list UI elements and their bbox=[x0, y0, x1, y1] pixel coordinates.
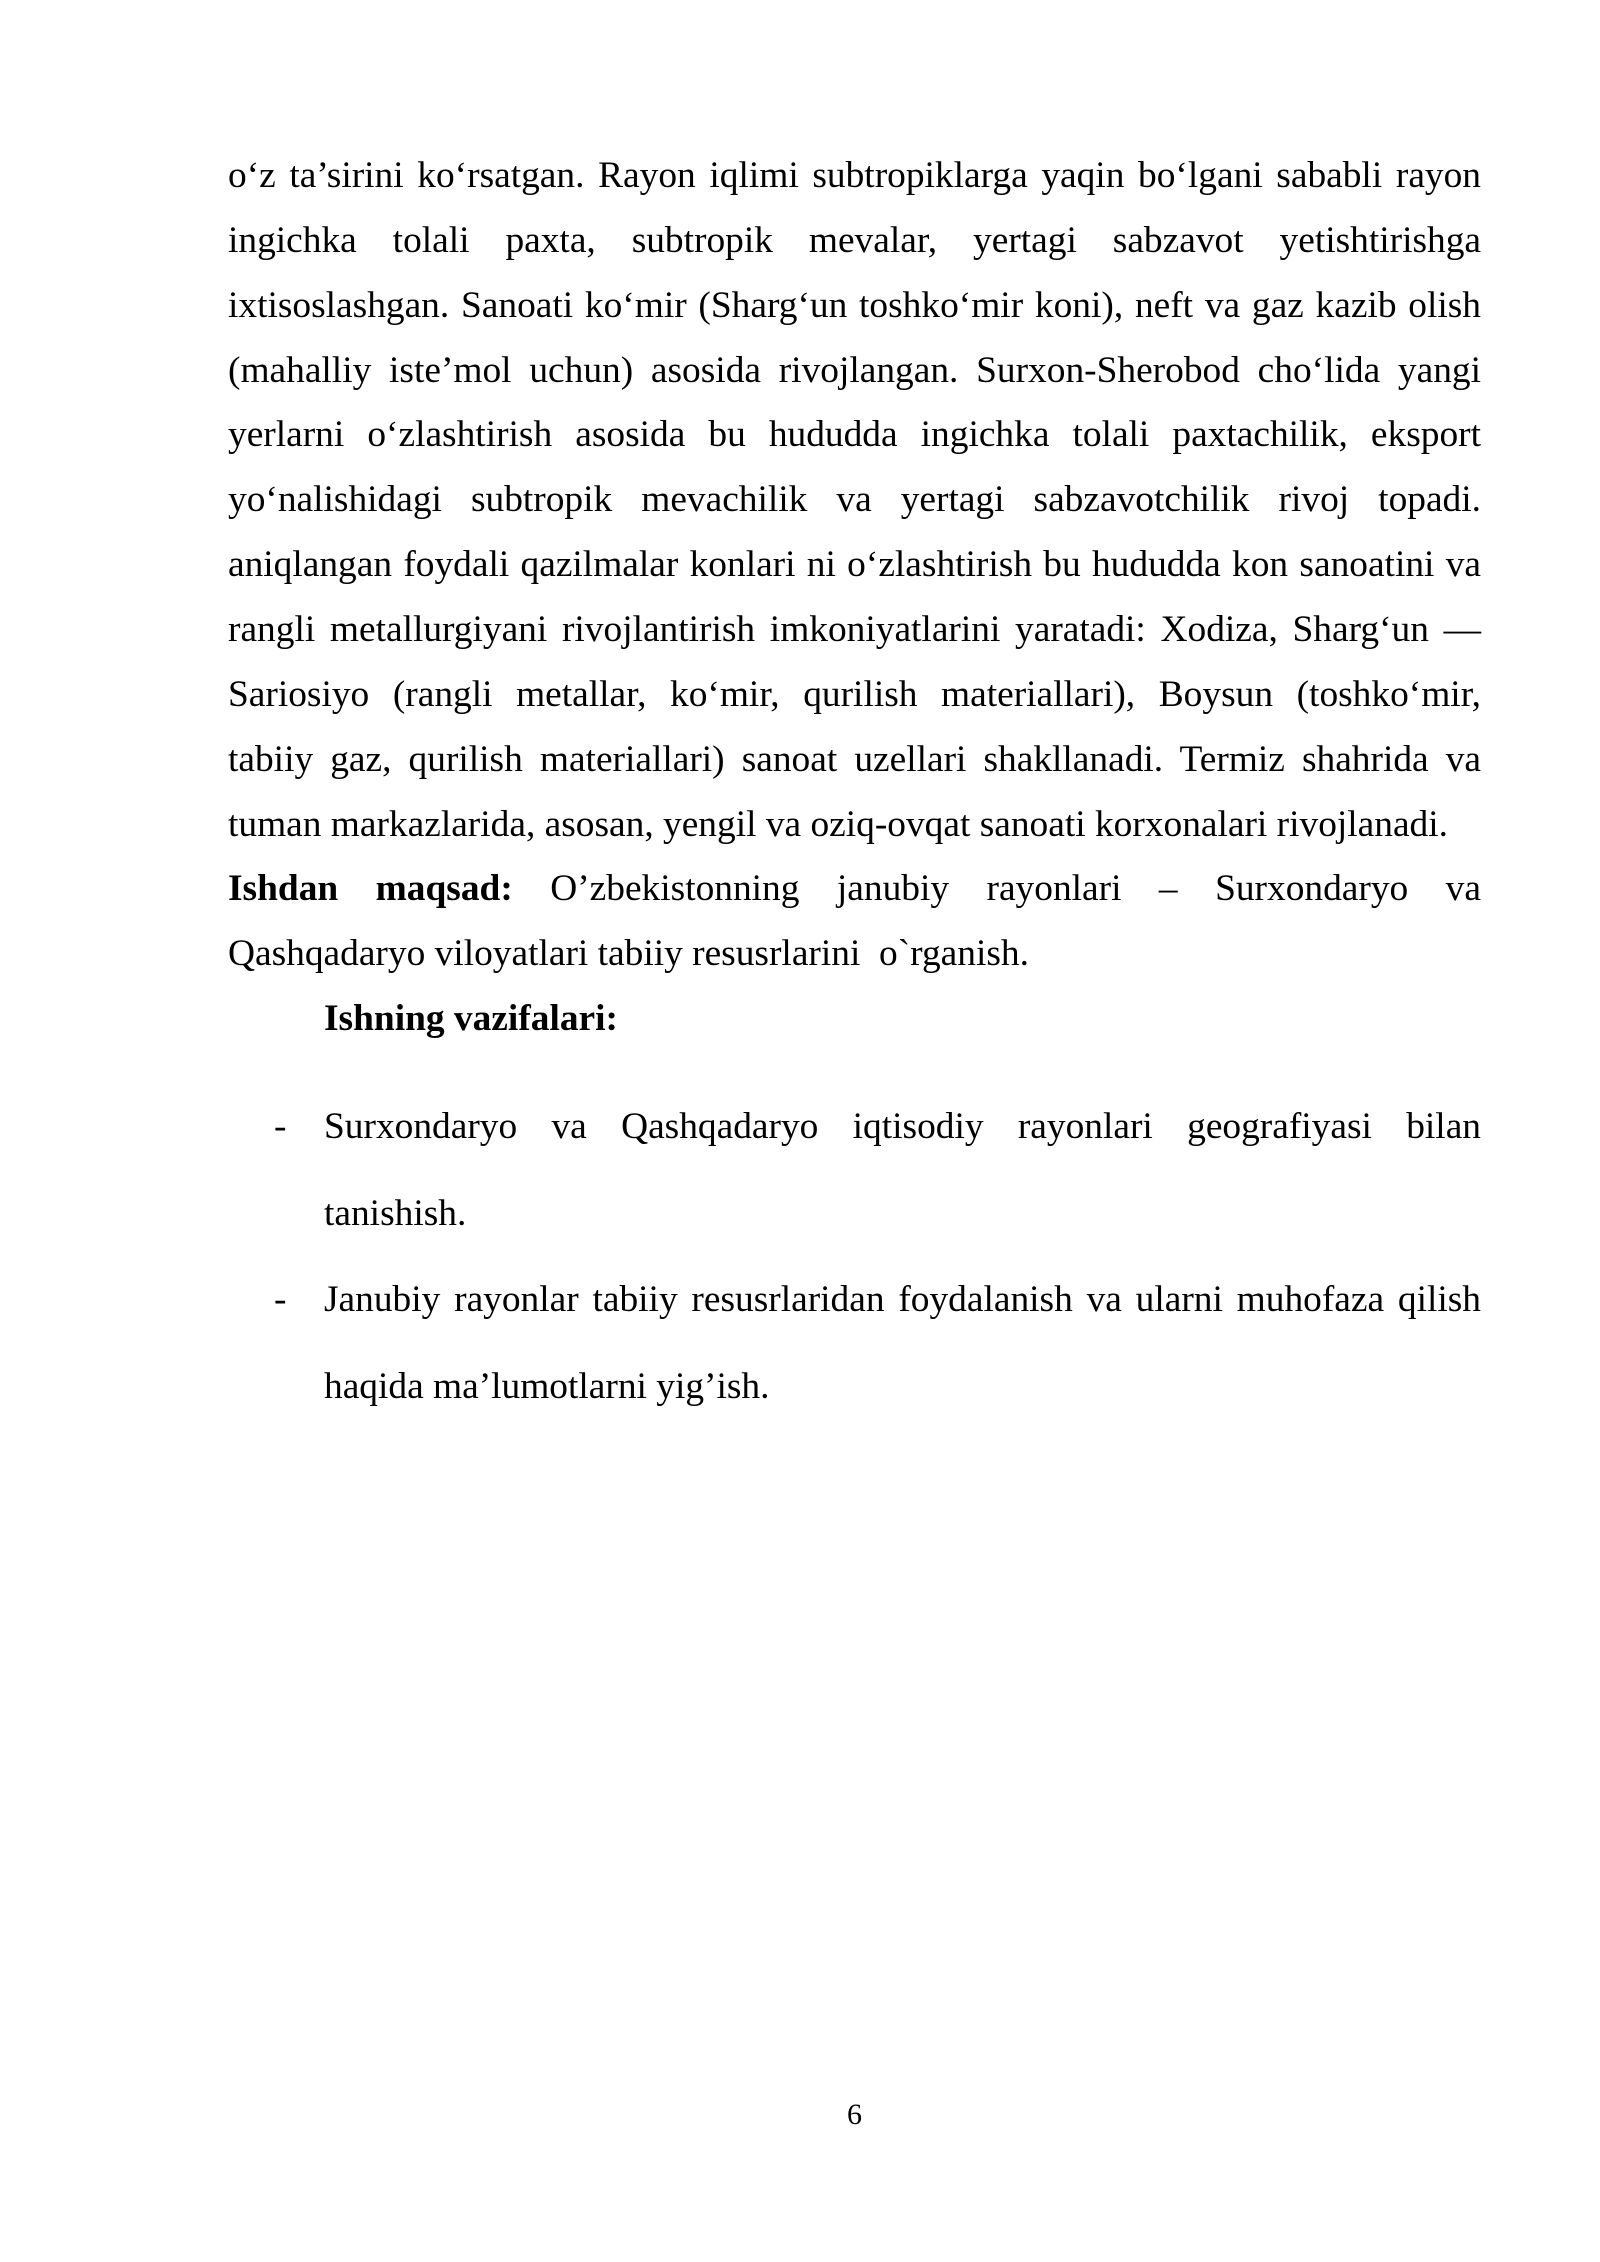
task-text-line: tanishish. bbox=[324, 1192, 467, 1234]
body-text-line: yerlarni o‘zlashtirish asosida bu hududda ingichka tolali paxtachilik, eksport bbox=[228, 414, 1481, 456]
task-text-line: Surxondaryo va Qashqadaryo iqtisodiy rayonlari geografiyasi bilan bbox=[324, 1106, 1481, 1147]
body-text-line: tabiiy gaz, qurilish materiallari) sanoat uzellari shakllanadi. Termiz shahrida va bbox=[228, 738, 1481, 780]
task-list-item bbox=[228, 1257, 1481, 1430]
page-number: 6 bbox=[847, 2098, 862, 2131]
task-text-line: Janubiy rayonlar tabiiy resusrlaridan foydalanish va ularni muhofaza qilish bbox=[324, 1279, 1481, 1320]
body-text-line: o‘z ta’sirini ko‘rsatgan. Rayon iqlimi subtropiklarga yaqin bo‘lgani sababli rayon bbox=[228, 155, 1481, 196]
body-text-line: rangli metallurgiyani rivojlantirish imkoniyatlarini yaratadi: Xodiza, Sharg‘un — bbox=[228, 609, 1481, 651]
list-bullet: - bbox=[274, 1279, 287, 1320]
body-text-line: (mahalliy iste’mol uchun) asosida rivojlangan. Surxon-Sherobod cho‘lida yangi bbox=[228, 349, 1481, 391]
goal-label: Ishdan maqsad: bbox=[228, 868, 513, 910]
body-text-line: ingichka tolali paxta, subtropik mevalar, yertagi sabzavot yetishtirishga bbox=[228, 219, 1481, 261]
goal-line bbox=[228, 857, 1481, 922]
goal-text: O’zbekistonning janubiy rayonlari – Surxondaryo va bbox=[550, 868, 1481, 910]
body-text-line: aniqlangan foydali qazilmalar konlari ni o‘zlashtirish bu hududda kon sanoatini va bbox=[228, 544, 1481, 586]
list-bullet: - bbox=[274, 1106, 287, 1147]
goal-text-line: Qashqadaryo viloyatlari tabiiy resusrlarini o`rganish. bbox=[228, 933, 1029, 975]
body-text-line: yo‘nalishidagi subtropik mevachilik va yertagi sabzavotchilik rivoj topadi. bbox=[228, 479, 1481, 521]
body-text-line: ixtisoslashgan. Sanoati ko‘mir (Sharg‘un toshko‘mir koni), neft va gaz kazib olish bbox=[228, 284, 1481, 326]
body-text-line: Sariosiyo (rangli metallar, ko‘mir, qurilish materiallari), Boysun (toshko‘mir, bbox=[228, 673, 1481, 715]
task-list-item bbox=[228, 1084, 1481, 1257]
body-text-line: tuman markazlarida, asosan, yengil va oziq-ovqat sanoati korxonalari rivojlanadi. bbox=[228, 803, 1448, 845]
task-list bbox=[228, 1084, 1481, 1430]
task-text-line: haqida ma’lumotlarni yig’ish. bbox=[324, 1365, 770, 1407]
body-paragraph bbox=[228, 144, 1481, 1052]
tasks-heading: Ishning vazifalari: bbox=[324, 998, 618, 1040]
